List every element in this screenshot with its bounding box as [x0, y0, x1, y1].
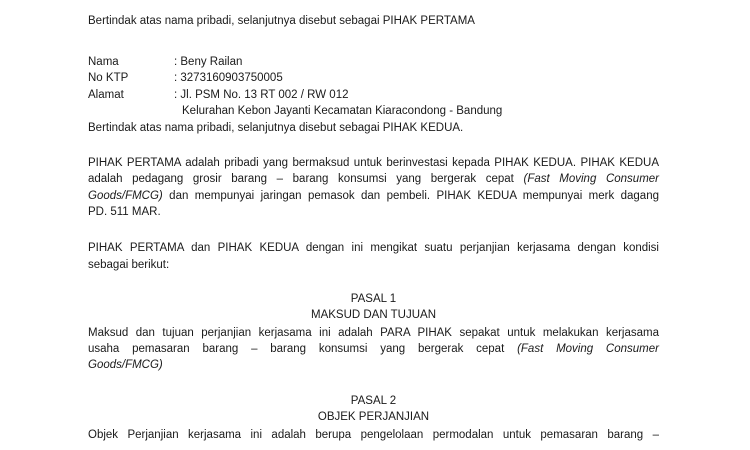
address-value: : Jl. PSM No. 13 RT 002 / RW 012 [174, 89, 349, 101]
ktp-row [88, 71, 283, 86]
ktp-label: No KTP [88, 72, 129, 84]
name-label: Nama [88, 56, 119, 68]
pasal2-title: OBJEK PERJANJIAN [317, 411, 430, 423]
pasal2-line1: Objek Perjanjian kerjasama ini adalah berupa pengelolaan permodalan untuk pemasaran barang – [88, 429, 659, 441]
pasal1-line1: Maksud dan tujuan perjanjian kerjasama ini adalah PARA PIHAK sepakat untuk melakukan kerjasama [88, 327, 659, 339]
para1-line2-text: adalah pedagang grosir barang – barang konsumsi yang bergerak cepat [88, 173, 524, 185]
name-row [88, 55, 242, 70]
pasal1-line3 [88, 358, 163, 373]
party2-intro: Bertindak atas nama pribadi, selanjutnya disebut sebagai PIHAK KEDUA. [88, 122, 464, 134]
pasal2-number: PASAL 2 [350, 395, 397, 407]
ktp-value: : 3273160903750005 [174, 72, 283, 84]
para2-line2: sebagai berikut: [88, 259, 170, 271]
name-value: : Beny Railan [174, 56, 243, 68]
address-label: Alamat [88, 89, 124, 101]
para1-line2 [88, 172, 659, 187]
para1-line2-italic: (Fast Moving Consumer [523, 173, 659, 185]
para1-line1: PIHAK PERTAMA adalah pribadi yang bermaksud untuk berinvestasi kepada PIHAK KEDUA. PIHAK KEDUA [88, 157, 659, 169]
pasal1-line2 [88, 342, 659, 357]
pasal1-line2-italic: (Fast Moving Consumer [517, 343, 659, 355]
para1-line3-italic: Goods/FMCG) [88, 190, 163, 202]
party1-intro: Bertindak atas nama pribadi, selanjutnya disebut sebagai PIHAK PERTAMA [88, 15, 475, 27]
address-line2: Kelurahan Kebon Jayanti Kecamatan Kiaracondong - Bandung [182, 105, 503, 117]
pasal1-title: MAKSUD DAN TUJUAN [310, 309, 437, 321]
para1-line3-text: dan mempunyai jaringan pemasok dan pembeli. PIHAK KEDUA mempunyai merk dagang [162, 190, 659, 202]
para2-line1: PIHAK PERTAMA dan PIHAK KEDUA dengan ini mengikat suatu perjanjian kerjasama dengan kondisi [88, 242, 659, 254]
pasal1-line3-italic: Goods/FMCG) [88, 359, 163, 371]
para1-line4: PD. 511 MAR. [88, 206, 161, 218]
pasal1-number: PASAL 1 [350, 293, 397, 305]
para1-line3 [88, 189, 659, 204]
pasal1-line2-text: usaha pemasaran barang – barang konsumsi yang bergerak cepat [88, 343, 518, 355]
address-row [88, 88, 349, 103]
